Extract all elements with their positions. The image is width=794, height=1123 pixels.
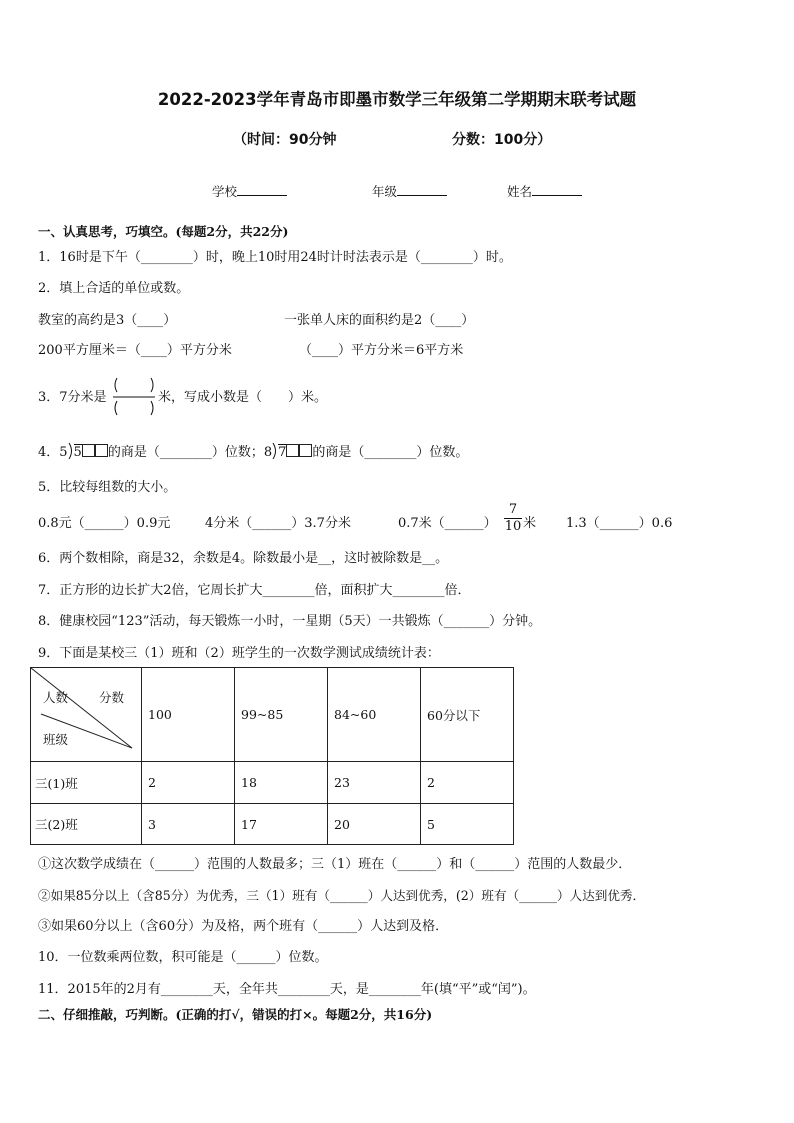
digit-box[interactable] — [82, 444, 95, 457]
corner-people-label: 人数 — [43, 690, 69, 705]
table-class-cell: 三(1)班 — [31, 762, 142, 804]
name-field — [507, 183, 582, 200]
question-7: 7．正方形的边长扩大2倍，它周长扩大________倍，面积扩大________倍． — [38, 583, 471, 598]
grade-blank[interactable] — [397, 183, 447, 196]
table-cell: 20 — [328, 804, 421, 845]
question-2b: 一张单人床的面积约是2（____） — [284, 313, 475, 328]
question-2c: 200平方厘米＝（____）平方分米 — [38, 343, 232, 358]
compare-item-3: 0.7米（______） — [398, 516, 497, 531]
fraction-7-10 — [504, 502, 522, 534]
grade-label: 年级 — [372, 184, 398, 199]
q4-dividend-b: 7 — [278, 445, 287, 460]
fraction-denominator: 10 — [504, 518, 522, 534]
score-table — [30, 667, 514, 845]
compare-item-1: 0.8元（______）0.9元 — [38, 516, 171, 531]
question-8: 8．健康校园“123”活动，每天锻炼一小时，一星期（5天）一共锻炼（_______）分钟。 — [38, 614, 542, 629]
table-cell: 18 — [235, 762, 328, 804]
question-3-suffix: 米，写成小数是（ ）米。 — [158, 390, 328, 405]
table-header-cell: 84~60 — [328, 668, 421, 762]
compare-item-2: 4分米（______）3.7分米 — [205, 516, 351, 531]
section2-heading: 二、仔细推敲，巧判断。(正确的打√，错误的打×。每题2分，共16分) — [38, 1007, 433, 1022]
question-1: 1．16时是下午（________）时，晚上10时用24时计时法表示是（________）时。 — [38, 250, 512, 265]
digit-box[interactable] — [299, 444, 312, 457]
q4-dividend-a: 5 — [73, 445, 82, 460]
question-2a: 教室的高约是3（____） — [38, 313, 177, 328]
compare-item-3-unit: 米 — [523, 516, 537, 531]
question-5: 5．比较每组数的大小。 — [38, 480, 177, 495]
table-class-cell: 三(2)班 — [31, 804, 142, 845]
table-header-cell: 99~85 — [235, 668, 328, 762]
table-row — [31, 762, 514, 804]
corner-score-label: 分数 — [99, 690, 125, 705]
question-2d: （____）平方分米＝6平方米 — [299, 343, 464, 358]
fraction-blank[interactable] — [111, 376, 157, 418]
table-cell: 5 — [421, 804, 514, 845]
question-9-3: ③如果60分以上（含60分）为及格，两个班有（______）人达到及格． — [38, 919, 449, 934]
question-11: 11．2015年的2月有________天，全年共________天，是________年(填“平”或“闰”)。 — [38, 982, 536, 997]
division-sign-b — [272, 442, 312, 461]
question-2: 2．填上合适的单位或数。 — [38, 281, 190, 296]
table-row — [31, 804, 514, 845]
table-header-cell: 60分以下 — [421, 668, 514, 762]
q4-middle: 的商是（________）位数；8 — [107, 445, 273, 460]
name-label: 姓名 — [507, 184, 533, 199]
table-cell: 3 — [142, 804, 235, 845]
q4-prefix: 4．5 — [38, 445, 68, 460]
question-9-2: ②如果85分以上（含85分）为优秀，三（1）班有（______）人达到优秀，(2）班有（______）人达到优秀． — [38, 888, 646, 903]
fraction-numerator: 7 — [508, 502, 518, 517]
division-sign-a — [68, 442, 108, 461]
exam-score: 分数：100分） — [452, 132, 552, 148]
grade-field — [372, 183, 447, 200]
table-cell: 2 — [421, 762, 514, 804]
table-cell: 2 — [142, 762, 235, 804]
page-title: 2022-2023学年青岛市即墨市数学三年级第二学期期末联考试题 — [157, 90, 637, 109]
question-6: 6．两个数相除，商是32，余数是4。除数最小是__，这时被除数是__。 — [38, 551, 449, 566]
question-3-prefix: 3．7分米是 — [38, 390, 107, 405]
school-label: 学校 — [212, 184, 238, 199]
table-cell: 17 — [235, 804, 328, 845]
table-corner-cell — [31, 668, 142, 762]
school-field — [212, 183, 287, 200]
question-4 — [38, 442, 468, 461]
table-header-cell: 100 — [142, 668, 235, 762]
digit-box[interactable] — [286, 444, 299, 457]
exam-time: （时间：90分钟 — [233, 132, 337, 148]
compare-item-4: 1.3（______）0.6 — [566, 516, 673, 531]
digit-box[interactable] — [95, 444, 108, 457]
question-9-1: ①这次数学成绩在（______）范围的人数最多；三（1）班在（______）和（______）范围的人数最少． — [38, 857, 632, 872]
name-blank[interactable] — [532, 183, 582, 196]
school-blank[interactable] — [237, 183, 287, 196]
corner-class-label: 班级 — [43, 732, 69, 747]
q4-suffix: 的商是（________）位数。 — [312, 445, 469, 460]
section1-heading: 一、认真思考，巧填空。(每题2分，共22分) — [38, 224, 289, 239]
table-cell: 23 — [328, 762, 421, 804]
question-9: 9．下面是某校三（1）班和（2）班学生的一次数学测试成绩统计表： — [38, 646, 440, 661]
question-10: 10．一位数乘两位数，积可能是（______）位数。 — [38, 950, 328, 965]
